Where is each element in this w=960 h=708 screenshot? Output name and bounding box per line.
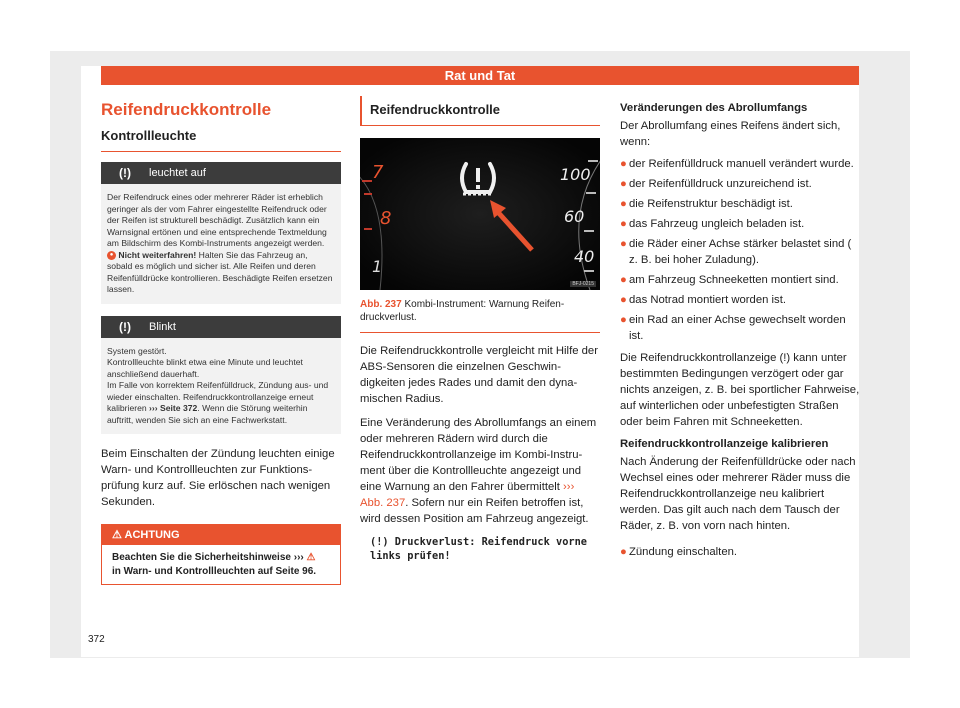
bullet-last-text: Zündung einschalten.: [629, 546, 738, 558]
subtitle-kontrollleuchte: Kontrollleuchte: [101, 128, 341, 152]
lamp-header-blink: [101, 316, 341, 338]
section-title-2: Reifendruckkontrolle: [360, 96, 600, 126]
lamp-state-on: leuchtet auf: [149, 167, 206, 179]
tire-pressure-icon: (!): [779, 352, 791, 364]
bullet-dot: ●: [620, 198, 627, 210]
lamp1-text2: Halten Sie das Fahrzeug an, sobald es möglich und sicher ist. Alle Reifen und deren Reifenfülldrücke kontrollieren. Beschädigte Reifen ersetzen lassen.: [107, 249, 333, 294]
column-1: [101, 96, 341, 585]
page-number: 372: [88, 634, 105, 645]
bullet-list: [620, 156, 860, 344]
gauge-label-left-3: 1: [372, 257, 383, 276]
warning-text: Beachten Sie die Sicherheitshinweise ›››: [112, 552, 307, 563]
lamp1-bold: Nicht weiterfahren!: [118, 249, 197, 260]
bullet-dot: ●: [620, 158, 627, 170]
list-item: [620, 544, 860, 560]
caption-text: Kombi-Instrument: Warnung Reifendruckverlust.: [360, 299, 565, 323]
delay-text-b: kann unter bestimmten Bedingungen verzögert oder gar nichts anzeigen, z. B. bei sportlicher Fahrweise, auf winterlichen oder unbefestigten Straßen oder beim Fahren mit Schneeketten.: [620, 352, 860, 428]
list-item: [620, 196, 860, 212]
lamp-header-on: [101, 162, 341, 184]
figure-reference: BFJ-0215: [572, 281, 594, 287]
warning-header: [102, 525, 340, 545]
lamp-body-blink: [101, 338, 341, 435]
intro-paragraph: Der Abrollumfang eines Reifens ändert sich, wenn:: [620, 120, 841, 148]
instrument-illustration: [360, 138, 600, 290]
bullet-text: die Räder einer Achse stärker belastet sind ( z. B. bei hoher Zuladung).: [629, 238, 852, 266]
warning-triangle-icon: ⚠: [112, 529, 122, 541]
figure-link[interactable]: ››› Abb. 237: [360, 481, 575, 509]
warning-text2: in Warn- und Kontrollleuchten auf Seite 96.: [112, 565, 317, 577]
bullet-dot: ●: [620, 314, 627, 326]
column-2: [360, 96, 600, 563]
warning-title: ACHTUNG: [124, 529, 180, 541]
bullet-dot: ●: [620, 238, 627, 250]
lamp-box-on: [101, 162, 341, 304]
heading-rolling-circumference: Veränderungen des Abrollumfangs: [620, 102, 808, 114]
heading-calibrate: Reifendruckkontrollanzeige kalibrieren: [620, 438, 829, 450]
lamp-state-blink: Blinkt: [149, 320, 176, 333]
lamp2-text1: System gestört.: [107, 345, 167, 356]
bullet-text: das Notrad montiert worden ist.: [629, 294, 786, 306]
bullet-text: die Reifenstruktur beschädigt ist.: [629, 198, 793, 210]
figure-caption: [360, 298, 600, 333]
instrument-figure: [360, 138, 600, 290]
display-message: [360, 535, 600, 563]
list-item: [620, 312, 860, 344]
change-text-a: Eine Veränderung des Abrollumfangs an einem oder mehreren Rädern wird durch die Reifendruckkontrollanzeige im Kombi-Instrument über die Kontrollleuchte angezeigt und eine Warnung an den Fahrer übermittelt: [360, 417, 597, 493]
ignition-paragraph: Beim Einschalten der Zündung leuchten einige Warn- und Kontrollleuchten zur Funktionsprüfung kurz auf. Sie erlöschen nach wenigen Sekunden.: [101, 448, 335, 508]
change-text-b: . Sofern nur ein Reifen betroffen ist, wird dessen Position am Fahrzeug angezeigt.: [360, 497, 589, 525]
lamp1-text1: Der Reifendruck eines oder mehrerer Räder ist erheblich geringer als der vom Fahrer eingestellte Reifendruck oder der Reifen ist strukturell beschädigt. Zusätzlich kann ein Warnsignal ertönen und eine entsprechende Textmeldung am Bildschirm des Kombi-Instruments angezeigt werden.: [107, 192, 327, 248]
lamp-body-on: [101, 184, 341, 304]
caption-label: Abb. 237: [360, 299, 402, 310]
list-item: [620, 176, 860, 192]
list-item: [620, 216, 860, 232]
gauge-label-left-1: 7: [372, 162, 384, 183]
tire-pressure-icon: (!): [119, 319, 131, 334]
gauge-label-right-3: 40: [574, 247, 595, 266]
lamp2-text3a: Im Falle von korrektem Reifenfülldruck, Zündung aus- und wieder einschalten. Reifendruckkontrollanzeige erneut kalibrieren: [107, 380, 329, 413]
bullet-dot: ●: [620, 294, 627, 306]
bullet-dot: ●: [620, 274, 627, 286]
bullet-dot: ●: [620, 546, 627, 558]
list-item: [620, 272, 860, 288]
gauge-label-right-1: 100: [560, 165, 591, 184]
section-header: Rat und Tat: [101, 66, 859, 85]
tire-pressure-icon: (!): [119, 166, 131, 180]
warning-box: [101, 524, 341, 585]
bullet-dot: ●: [620, 178, 627, 190]
bullet-text: am Fahrzeug Schneeketten montiert sind.: [629, 274, 839, 286]
change-paragraph: [360, 415, 600, 527]
main-title: Reifendruckkontrolle: [101, 100, 272, 119]
display-message-text: Druckverlust: Reifendruck vorne links prüfen!: [370, 536, 587, 562]
delay-text-a: Die Reifendruckkontrollanzeige: [620, 352, 780, 364]
list-item: [620, 292, 860, 308]
bullet-text: der Reifenfülldruck manuell verändert wurde.: [629, 158, 854, 170]
bullet-dot: ●: [620, 218, 627, 230]
list-item: [620, 156, 860, 172]
delay-paragraph: [620, 350, 860, 430]
stop-icon: ●: [107, 251, 116, 260]
bullet-text: der Reifenfülldruck unzureichend ist.: [629, 178, 812, 190]
column-3: [620, 100, 860, 564]
bullet-text: das Fahrzeug ungleich beladen ist.: [629, 218, 805, 230]
tire-pressure-icon: (!): [370, 536, 389, 548]
lamp-box-blink: [101, 316, 341, 435]
lamp2-text3b: . Wenn die Störung weiterhin auftritt, wenden Sie sich an eine Fachwerkstatt.: [107, 403, 308, 425]
bullet-text: ein Rad an einer Achse gewechselt worden ist.: [629, 314, 846, 342]
gauge-label-right-2: 60: [564, 207, 585, 226]
lamp2-text2: Kontrollleuchte blinkt etwa eine Minute und leuchtet anschließend dauerhaft.: [107, 357, 303, 379]
warning-triangle-icon[interactable]: ⚠: [306, 552, 316, 563]
gauge-label-left-2: 8: [380, 208, 392, 229]
abs-paragraph: Die Reifendruckkontrolle vergleicht mit Hilfe der ABS-Sensoren die einzelnen Geschwindigkeiten jedes Rades und damit den dynamischen Radius.: [360, 345, 598, 405]
list-item: [620, 236, 860, 268]
calibrate-paragraph: Nach Änderung der Reifenfülldrücke oder nach Wechsel eines oder mehrerer Räder muss die Reifendruckkontrollanzeige neu kalibriert werden. Das gilt auch nach dem Tausch der Räder, z. B. von vorn nach hinten.: [620, 456, 856, 532]
page-link[interactable]: ››› Seite 372: [149, 403, 198, 413]
warning-body: [102, 545, 340, 584]
